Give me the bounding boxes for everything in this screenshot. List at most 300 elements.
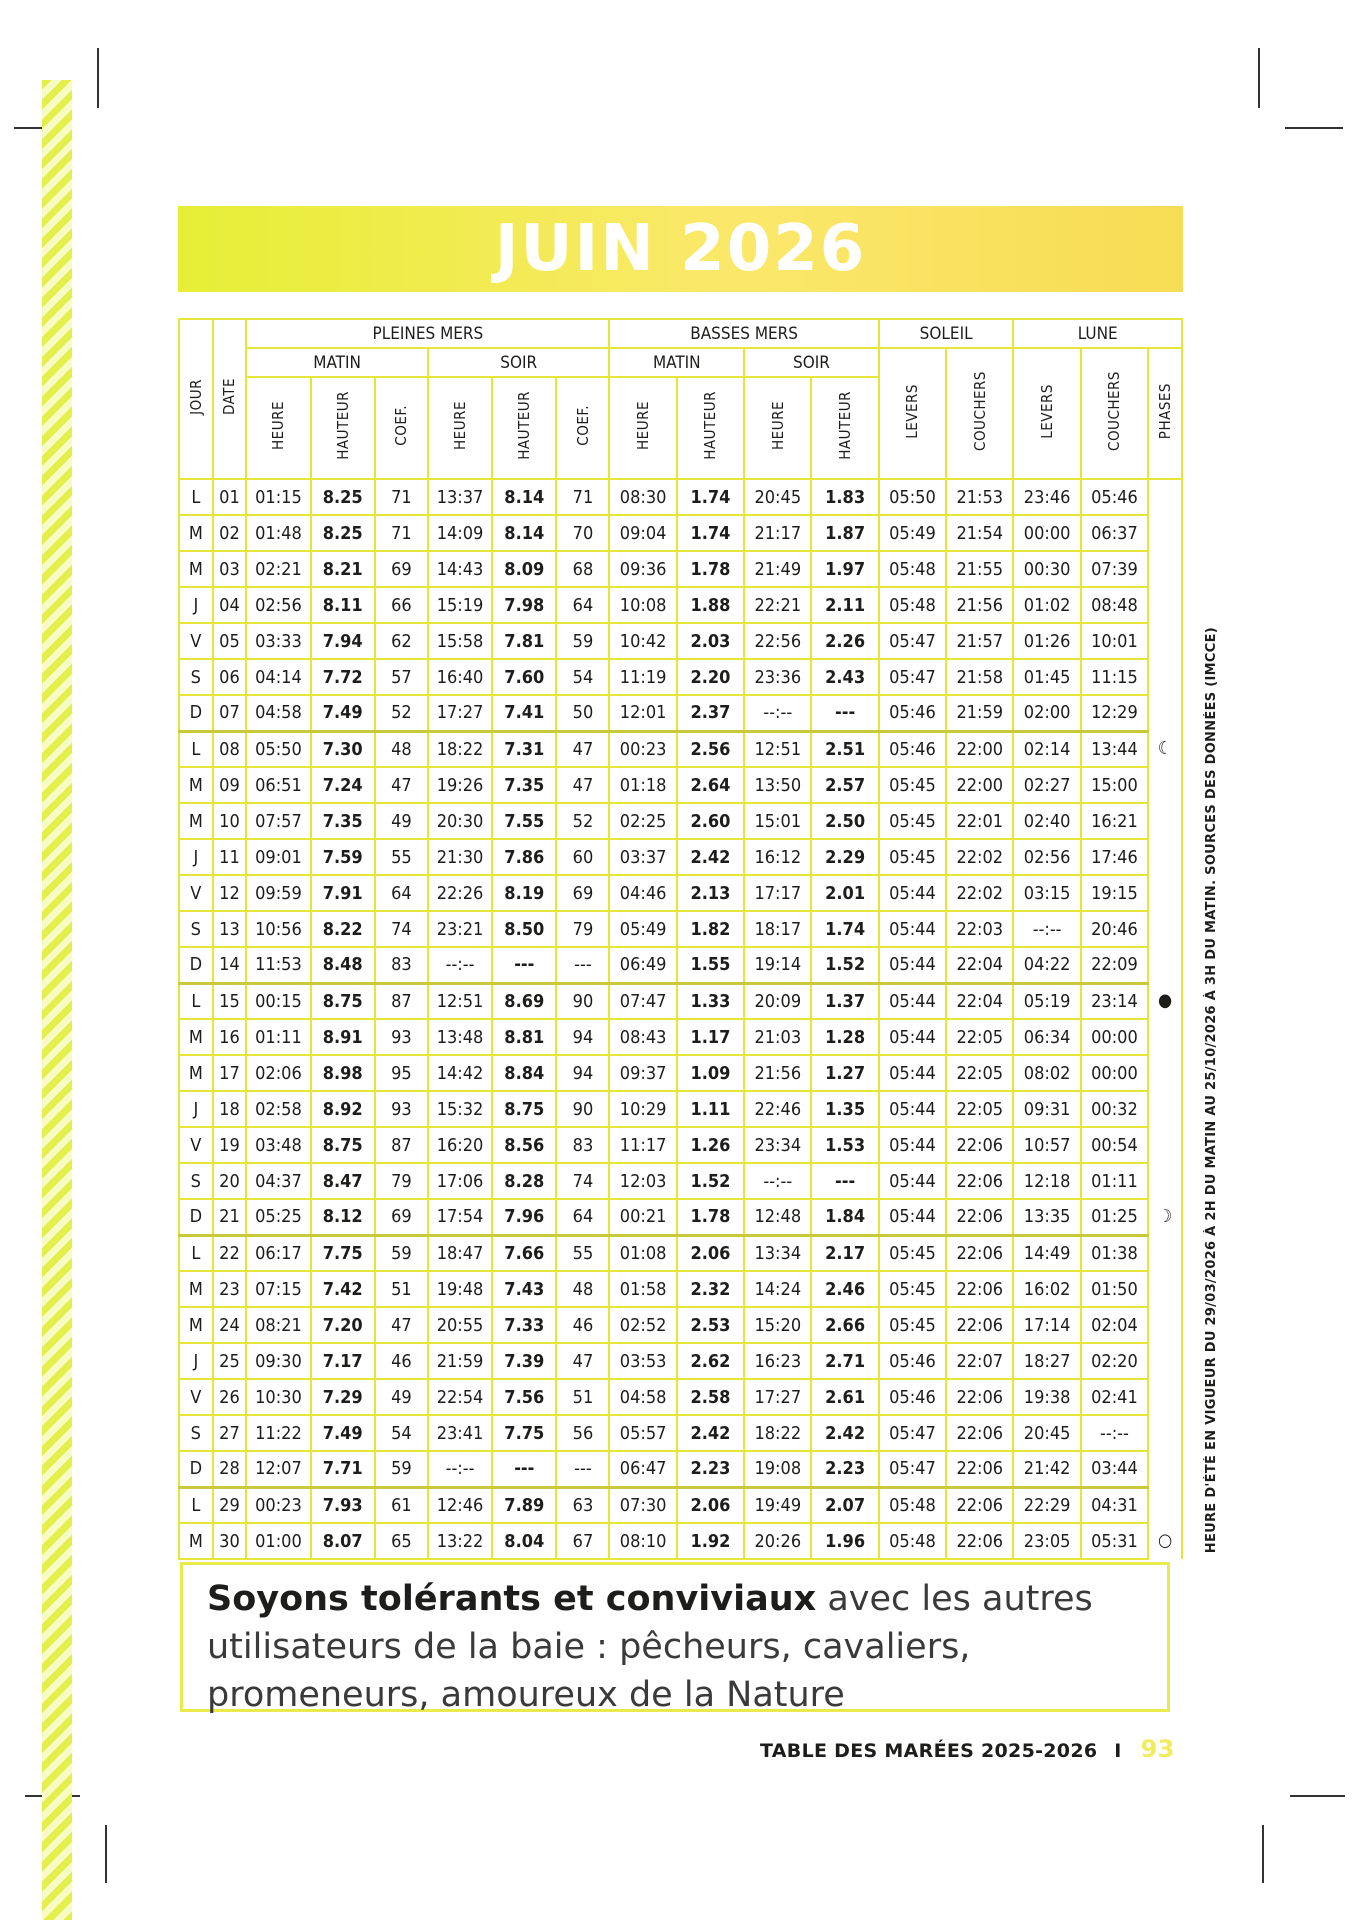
cell-jour: S (179, 1163, 213, 1199)
cell-bm-matin-heure: 08:10 (609, 1523, 676, 1559)
cell-soleil-lever: 05:47 (879, 623, 946, 659)
cell-bm-soir-heure: 18:17 (744, 911, 811, 947)
cell-pm-matin-coef: 49 (375, 803, 428, 839)
cell-pm-matin-coef: 93 (375, 1091, 428, 1127)
cell-soleil-lever: 05:45 (879, 1271, 946, 1307)
cell-date: 12 (213, 875, 247, 911)
cell-bm-matin-hauteur: 2.62 (677, 1343, 744, 1379)
cell-jour: J (179, 1091, 213, 1127)
cell-pm-soir-coef: 71 (556, 479, 609, 515)
crop-mark (97, 48, 99, 108)
cell-pm-matin-coef: 57 (375, 659, 428, 695)
header-pm-soir: SOIR (428, 348, 610, 377)
cell-soleil-coucher: 22:04 (946, 983, 1013, 1019)
cell-soleil-lever: 05:46 (879, 1379, 946, 1415)
cell-pm-matin-hauteur: 7.59 (311, 839, 375, 875)
cell-bm-matin-hauteur: 2.06 (677, 1487, 744, 1523)
cell-date: 02 (213, 515, 247, 551)
cell-bm-matin-heure: 12:01 (609, 695, 676, 731)
cell-bm-matin-hauteur: 2.13 (677, 875, 744, 911)
crop-mark (1290, 1795, 1345, 1797)
cell-lune-coucher: 01:11 (1081, 1163, 1148, 1199)
cell-bm-soir-hauteur: 2.29 (811, 839, 878, 875)
cell-bm-soir-hauteur: 2.57 (811, 767, 878, 803)
cell-soleil-lever: 05:44 (879, 1055, 946, 1091)
cell-bm-soir-heure: 19:14 (744, 947, 811, 983)
cell-lune-phase (1148, 1019, 1182, 1055)
table-row (179, 1415, 1182, 1451)
page-footer (760, 1735, 1175, 1763)
cell-soleil-lever: 05:47 (879, 1451, 946, 1487)
cell-lune-phase (1148, 911, 1182, 947)
cell-pm-soir-coef: --- (556, 947, 609, 983)
cell-pm-soir-heure: 20:55 (428, 1307, 492, 1343)
cell-pm-soir-hauteur: 7.86 (492, 839, 556, 875)
cell-pm-matin-heure: 03:33 (246, 623, 310, 659)
side-note (1196, 626, 1226, 1554)
table-row (179, 875, 1182, 911)
cell-bm-soir-hauteur: 2.07 (811, 1487, 878, 1523)
cell-lune-coucher: 20:46 (1081, 911, 1148, 947)
header-hauteur: HAUTEUR (311, 377, 375, 479)
cell-pm-matin-hauteur: 7.94 (311, 623, 375, 659)
cell-pm-matin-coef: 87 (375, 983, 428, 1019)
cell-date: 05 (213, 623, 247, 659)
cell-lune-coucher: 00:54 (1081, 1127, 1148, 1163)
cell-pm-matin-coef: 54 (375, 1415, 428, 1451)
cell-soleil-lever: 05:46 (879, 695, 946, 731)
cell-pm-soir-hauteur: --- (492, 1451, 556, 1487)
cell-bm-matin-heure: 04:46 (609, 875, 676, 911)
cell-pm-soir-coef: 47 (556, 767, 609, 803)
cell-bm-soir-hauteur: --- (811, 695, 878, 731)
cell-pm-matin-heure: 08:21 (246, 1307, 310, 1343)
cell-pm-matin-coef: 66 (375, 587, 428, 623)
cell-date: 29 (213, 1487, 247, 1523)
cell-pm-matin-heure: 00:15 (246, 983, 310, 1019)
cell-lune-phase (1148, 947, 1182, 983)
cell-lune-lever: 01:26 (1013, 623, 1080, 659)
cell-bm-soir-heure: 19:49 (744, 1487, 811, 1523)
cell-lune-coucher: 12:29 (1081, 695, 1148, 731)
cell-pm-soir-coef: 50 (556, 695, 609, 731)
cell-pm-matin-hauteur: 7.42 (311, 1271, 375, 1307)
cell-pm-matin-coef: 48 (375, 731, 428, 767)
cell-bm-matin-hauteur: 1.17 (677, 1019, 744, 1055)
cell-pm-matin-hauteur: 7.29 (311, 1379, 375, 1415)
cell-jour: S (179, 1415, 213, 1451)
cell-bm-matin-hauteur: 1.11 (677, 1091, 744, 1127)
cell-date: 16 (213, 1019, 247, 1055)
cell-bm-matin-hauteur: 2.42 (677, 1415, 744, 1451)
header-bm-soir: SOIR (744, 348, 879, 377)
cell-jour: L (179, 1235, 213, 1271)
cell-pm-soir-coef: 59 (556, 623, 609, 659)
cell-pm-soir-heure: 22:54 (428, 1379, 492, 1415)
cell-lune-coucher: --:-- (1081, 1415, 1148, 1451)
cell-soleil-lever: 05:45 (879, 1307, 946, 1343)
cell-date: 04 (213, 587, 247, 623)
cell-jour: M (179, 1019, 213, 1055)
table-row (179, 1055, 1182, 1091)
table-row (179, 1199, 1182, 1235)
cell-soleil-lever: 05:44 (879, 1127, 946, 1163)
cell-pm-matin-coef: 49 (375, 1379, 428, 1415)
cell-pm-soir-heure: 13:22 (428, 1523, 492, 1559)
cell-bm-matin-heure: 05:49 (609, 911, 676, 947)
cell-bm-matin-heure: 10:42 (609, 623, 676, 659)
cell-pm-soir-heure: 22:26 (428, 875, 492, 911)
cell-pm-soir-coef: 70 (556, 515, 609, 551)
cell-date: 24 (213, 1307, 247, 1343)
header-soleil: SOLEIL (879, 319, 1014, 348)
cell-pm-matin-hauteur: 8.98 (311, 1055, 375, 1091)
cell-pm-soir-coef: 47 (556, 731, 609, 767)
cell-date: 19 (213, 1127, 247, 1163)
cell-bm-matin-heure: 00:21 (609, 1199, 676, 1235)
cell-pm-matin-coef: 65 (375, 1523, 428, 1559)
cell-pm-matin-heure: 06:51 (246, 767, 310, 803)
footer-label: TABLE DES MARÉES 2025-2026 (760, 1740, 1098, 1762)
cell-pm-soir-hauteur: 8.19 (492, 875, 556, 911)
cell-lune-lever: 01:45 (1013, 659, 1080, 695)
header-phases: PHASES (1148, 348, 1182, 479)
cell-bm-soir-hauteur: 1.97 (811, 551, 878, 587)
cell-pm-matin-hauteur: 8.75 (311, 983, 375, 1019)
cell-pm-matin-heure: 04:58 (246, 695, 310, 731)
cell-jour: L (179, 479, 213, 515)
crop-mark (1285, 127, 1343, 129)
cell-pm-soir-hauteur: 7.60 (492, 659, 556, 695)
cell-bm-matin-heure: 05:57 (609, 1415, 676, 1451)
cell-jour: M (179, 1271, 213, 1307)
cell-lune-coucher: 01:50 (1081, 1271, 1148, 1307)
cell-lune-coucher: 23:14 (1081, 983, 1148, 1019)
cell-pm-soir-heure: 15:19 (428, 587, 492, 623)
cell-lune-phase: ● (1148, 983, 1182, 1019)
cell-bm-matin-hauteur: 1.78 (677, 551, 744, 587)
header-heure: HEURE (609, 377, 676, 479)
cell-bm-matin-hauteur: 1.82 (677, 911, 744, 947)
cell-lune-phase (1148, 1343, 1182, 1379)
cell-pm-soir-coef: 90 (556, 983, 609, 1019)
cell-pm-soir-heure: 23:21 (428, 911, 492, 947)
cell-soleil-lever: 05:44 (879, 947, 946, 983)
cell-lune-coucher: 08:48 (1081, 587, 1148, 623)
cell-bm-matin-heure: 07:47 (609, 983, 676, 1019)
cell-soleil-coucher: 22:05 (946, 1091, 1013, 1127)
cell-pm-matin-hauteur: 8.25 (311, 479, 375, 515)
cell-bm-matin-hauteur: 2.03 (677, 623, 744, 659)
cell-lune-phase (1148, 1415, 1182, 1451)
cell-soleil-lever: 05:44 (879, 911, 946, 947)
cell-pm-matin-hauteur: 8.92 (311, 1091, 375, 1127)
cell-soleil-coucher: 22:06 (946, 1271, 1013, 1307)
table-row (179, 695, 1182, 731)
cell-lune-phase (1148, 1271, 1182, 1307)
crop-mark (105, 1825, 107, 1883)
cell-lune-lever: 01:02 (1013, 587, 1080, 623)
cell-bm-matin-hauteur: 1.33 (677, 983, 744, 1019)
cell-pm-soir-heure: 23:41 (428, 1415, 492, 1451)
cell-lune-lever: 17:14 (1013, 1307, 1080, 1343)
cell-lune-coucher: 17:46 (1081, 839, 1148, 875)
cell-lune-lever: 09:31 (1013, 1091, 1080, 1127)
table-row (179, 1019, 1182, 1055)
cell-lune-coucher: 11:15 (1081, 659, 1148, 695)
cell-lune-phase: ☾ (1148, 731, 1182, 767)
cell-bm-matin-hauteur: 2.23 (677, 1451, 744, 1487)
cell-jour: V (179, 1379, 213, 1415)
cell-pm-soir-heure: 21:59 (428, 1343, 492, 1379)
cell-lune-lever: 02:40 (1013, 803, 1080, 839)
cell-bm-matin-hauteur: 2.60 (677, 803, 744, 839)
table-row (179, 1307, 1182, 1343)
cell-lune-lever: 00:30 (1013, 551, 1080, 587)
cell-pm-matin-heure: 10:30 (246, 1379, 310, 1415)
cell-pm-matin-coef: 93 (375, 1019, 428, 1055)
cell-soleil-coucher: 22:04 (946, 947, 1013, 983)
cell-bm-matin-hauteur: 1.74 (677, 515, 744, 551)
cell-soleil-coucher: 21:57 (946, 623, 1013, 659)
cell-pm-soir-coef: 46 (556, 1307, 609, 1343)
cell-pm-matin-hauteur: 8.22 (311, 911, 375, 947)
cell-soleil-lever: 05:44 (879, 1199, 946, 1235)
cell-pm-matin-hauteur: 7.49 (311, 695, 375, 731)
cell-pm-matin-hauteur: 8.47 (311, 1163, 375, 1199)
cell-pm-matin-coef: 47 (375, 767, 428, 803)
cell-pm-soir-heure: 14:42 (428, 1055, 492, 1091)
cell-pm-matin-hauteur: 7.20 (311, 1307, 375, 1343)
cell-pm-matin-coef: 64 (375, 875, 428, 911)
cell-pm-soir-coef: 68 (556, 551, 609, 587)
header-basses-mers: BASSES MERS (609, 319, 878, 348)
cell-pm-matin-hauteur: 8.11 (311, 587, 375, 623)
cell-soleil-lever: 05:48 (879, 1523, 946, 1559)
cell-pm-soir-hauteur: 7.33 (492, 1307, 556, 1343)
cell-pm-soir-heure: 17:27 (428, 695, 492, 731)
cell-bm-matin-heure: 10:29 (609, 1091, 676, 1127)
cell-date: 25 (213, 1343, 247, 1379)
cell-lune-phase (1148, 839, 1182, 875)
cell-pm-soir-heure: 14:09 (428, 515, 492, 551)
cell-soleil-coucher: 22:06 (946, 1235, 1013, 1271)
cell-lune-lever: --:-- (1013, 911, 1080, 947)
cell-soleil-coucher: 22:02 (946, 875, 1013, 911)
cell-pm-matin-hauteur: 7.75 (311, 1235, 375, 1271)
cell-jour: S (179, 911, 213, 947)
cell-pm-matin-heure: 02:06 (246, 1055, 310, 1091)
cell-soleil-coucher: 22:06 (946, 1379, 1013, 1415)
cell-pm-soir-heure: --:-- (428, 947, 492, 983)
cell-bm-matin-heure: 09:37 (609, 1055, 676, 1091)
cell-lune-coucher: 22:09 (1081, 947, 1148, 983)
cell-bm-soir-heure: 16:12 (744, 839, 811, 875)
cell-bm-soir-heure: 13:34 (744, 1235, 811, 1271)
cell-date: 30 (213, 1523, 247, 1559)
cell-bm-soir-hauteur: 2.26 (811, 623, 878, 659)
cell-lune-lever: 23:46 (1013, 479, 1080, 515)
cell-pm-soir-hauteur: 8.69 (492, 983, 556, 1019)
cell-pm-soir-heure: 18:47 (428, 1235, 492, 1271)
cell-soleil-coucher: 22:06 (946, 1307, 1013, 1343)
cell-soleil-coucher: 22:07 (946, 1343, 1013, 1379)
cell-pm-matin-hauteur: 8.21 (311, 551, 375, 587)
cell-lune-phase (1148, 1127, 1182, 1163)
cell-date: 11 (213, 839, 247, 875)
cell-bm-matin-hauteur: 2.20 (677, 659, 744, 695)
cell-jour: L (179, 731, 213, 767)
cell-lune-phase: ☽ (1148, 1199, 1182, 1235)
cell-soleil-lever: 05:48 (879, 551, 946, 587)
cell-lune-lever: 03:15 (1013, 875, 1080, 911)
cell-pm-matin-heure: 06:17 (246, 1235, 310, 1271)
cell-pm-matin-heure: 07:15 (246, 1271, 310, 1307)
cell-date: 15 (213, 983, 247, 1019)
cell-lune-phase (1148, 695, 1182, 731)
cell-lune-lever: 00:00 (1013, 515, 1080, 551)
cell-pm-matin-heure: 04:14 (246, 659, 310, 695)
table-row (179, 911, 1182, 947)
cell-bm-matin-heure: 00:23 (609, 731, 676, 767)
table-row (179, 479, 1182, 515)
cell-pm-soir-coef: --- (556, 1451, 609, 1487)
cell-bm-matin-hauteur: 1.78 (677, 1199, 744, 1235)
cell-soleil-coucher: 21:56 (946, 587, 1013, 623)
cell-bm-matin-hauteur: 1.55 (677, 947, 744, 983)
cell-soleil-coucher: 22:06 (946, 1451, 1013, 1487)
cell-bm-matin-hauteur: 1.74 (677, 479, 744, 515)
header-soleil-levers: LEVERS (879, 348, 946, 479)
cell-pm-soir-coef: 94 (556, 1019, 609, 1055)
cell-date: 18 (213, 1091, 247, 1127)
cell-jour: M (179, 1523, 213, 1559)
cell-soleil-lever: 05:47 (879, 659, 946, 695)
side-note-text: HEURE D'ÉTÉ EN VIGUEUR DU 29/03/2026 À 2H DU MATIN AU 25/10/2026 À 3H DU MATIN. SOURCES DES DONNÉES (IMCCE) (1203, 626, 1219, 1554)
cell-pm-matin-hauteur: 7.91 (311, 875, 375, 911)
cell-lune-lever: 02:14 (1013, 731, 1080, 767)
header-hauteur: HAUTEUR (492, 377, 556, 479)
cell-pm-soir-hauteur: 7.89 (492, 1487, 556, 1523)
cell-pm-soir-heure: 14:43 (428, 551, 492, 587)
cell-bm-matin-hauteur: 1.09 (677, 1055, 744, 1091)
cell-bm-soir-heure: 17:17 (744, 875, 811, 911)
cell-bm-soir-heure: 21:49 (744, 551, 811, 587)
cell-bm-soir-hauteur: --- (811, 1163, 878, 1199)
cell-lune-coucher: 02:04 (1081, 1307, 1148, 1343)
cell-bm-soir-heure: 15:20 (744, 1307, 811, 1343)
cell-pm-soir-hauteur: 8.14 (492, 479, 556, 515)
cell-pm-matin-heure: 11:22 (246, 1415, 310, 1451)
cell-lune-coucher: 04:31 (1081, 1487, 1148, 1523)
cell-lune-coucher: 05:46 (1081, 479, 1148, 515)
cell-pm-matin-coef: 59 (375, 1451, 428, 1487)
cell-soleil-lever: 05:48 (879, 1487, 946, 1523)
cell-bm-matin-hauteur: 1.26 (677, 1127, 744, 1163)
cell-soleil-coucher: 22:03 (946, 911, 1013, 947)
cell-lune-lever: 10:57 (1013, 1127, 1080, 1163)
cell-pm-matin-coef: 71 (375, 479, 428, 515)
crop-mark (1258, 48, 1260, 108)
header-lune-levers: LEVERS (1013, 348, 1080, 479)
cell-jour: V (179, 623, 213, 659)
table-row (179, 731, 1182, 767)
cell-pm-soir-hauteur: 7.98 (492, 587, 556, 623)
cell-pm-matin-coef: 69 (375, 551, 428, 587)
cell-pm-matin-coef: 51 (375, 1271, 428, 1307)
cell-bm-matin-hauteur: 2.64 (677, 767, 744, 803)
cell-pm-soir-coef: 94 (556, 1055, 609, 1091)
cell-bm-matin-heure: 01:18 (609, 767, 676, 803)
cell-bm-soir-heure: 21:03 (744, 1019, 811, 1055)
cell-bm-soir-heure: 18:22 (744, 1415, 811, 1451)
cell-pm-soir-coef: 56 (556, 1415, 609, 1451)
cell-bm-soir-heure: 21:17 (744, 515, 811, 551)
cell-bm-soir-heure: 20:45 (744, 479, 811, 515)
cell-soleil-coucher: 22:05 (946, 1019, 1013, 1055)
cell-pm-matin-heure: 09:01 (246, 839, 310, 875)
page-number: 93 (1140, 1735, 1175, 1763)
cell-pm-soir-coef: 51 (556, 1379, 609, 1415)
cell-bm-matin-heure: 10:08 (609, 587, 676, 623)
cell-bm-matin-heure: 06:49 (609, 947, 676, 983)
tide-table-body (179, 479, 1182, 1559)
cell-soleil-lever: 05:44 (879, 1091, 946, 1127)
cell-date: 03 (213, 551, 247, 587)
cell-pm-soir-heure: 20:30 (428, 803, 492, 839)
cell-jour: M (179, 1055, 213, 1091)
decorative-stripe (42, 80, 72, 1920)
cell-lune-phase (1148, 1055, 1182, 1091)
cell-pm-matin-heure: 12:07 (246, 1451, 310, 1487)
cell-lune-lever: 16:02 (1013, 1271, 1080, 1307)
cell-date: 06 (213, 659, 247, 695)
cell-bm-matin-heure: 09:36 (609, 551, 676, 587)
cell-bm-soir-hauteur: 2.23 (811, 1451, 878, 1487)
cell-pm-soir-coef: 74 (556, 1163, 609, 1199)
cell-lune-lever: 02:27 (1013, 767, 1080, 803)
cell-soleil-lever: 05:44 (879, 875, 946, 911)
cell-lune-lever: 02:00 (1013, 695, 1080, 731)
cell-lune-coucher: 01:25 (1081, 1199, 1148, 1235)
cell-pm-matin-hauteur: 7.17 (311, 1343, 375, 1379)
cell-bm-matin-heure: 02:25 (609, 803, 676, 839)
cell-pm-soir-coef: 69 (556, 875, 609, 911)
cell-soleil-coucher: 21:54 (946, 515, 1013, 551)
table-row (179, 587, 1182, 623)
cell-pm-matin-coef: 95 (375, 1055, 428, 1091)
cell-date: 21 (213, 1199, 247, 1235)
table-row (179, 1487, 1182, 1523)
advice-text: avec les autres utilisateurs de la baie : pêcheurs, cavaliers, promeneurs, amoureux de la Nature (207, 1579, 1093, 1715)
cell-pm-matin-heure: 00:23 (246, 1487, 310, 1523)
cell-pm-soir-hauteur: 7.41 (492, 695, 556, 731)
cell-lune-coucher: 02:41 (1081, 1379, 1148, 1415)
table-row (179, 947, 1182, 983)
cell-bm-soir-hauteur: 2.61 (811, 1379, 878, 1415)
table-row (179, 1163, 1182, 1199)
cell-pm-soir-hauteur: 8.75 (492, 1091, 556, 1127)
cell-pm-matin-coef: 46 (375, 1343, 428, 1379)
cell-pm-soir-heure: 16:40 (428, 659, 492, 695)
cell-soleil-coucher: 21:59 (946, 695, 1013, 731)
cell-jour: M (179, 551, 213, 587)
cell-bm-soir-hauteur: 2.50 (811, 803, 878, 839)
cell-pm-matin-heure: 04:37 (246, 1163, 310, 1199)
cell-lune-phase (1148, 1307, 1182, 1343)
cell-bm-matin-heure: 07:30 (609, 1487, 676, 1523)
cell-lune-coucher: 00:00 (1081, 1055, 1148, 1091)
